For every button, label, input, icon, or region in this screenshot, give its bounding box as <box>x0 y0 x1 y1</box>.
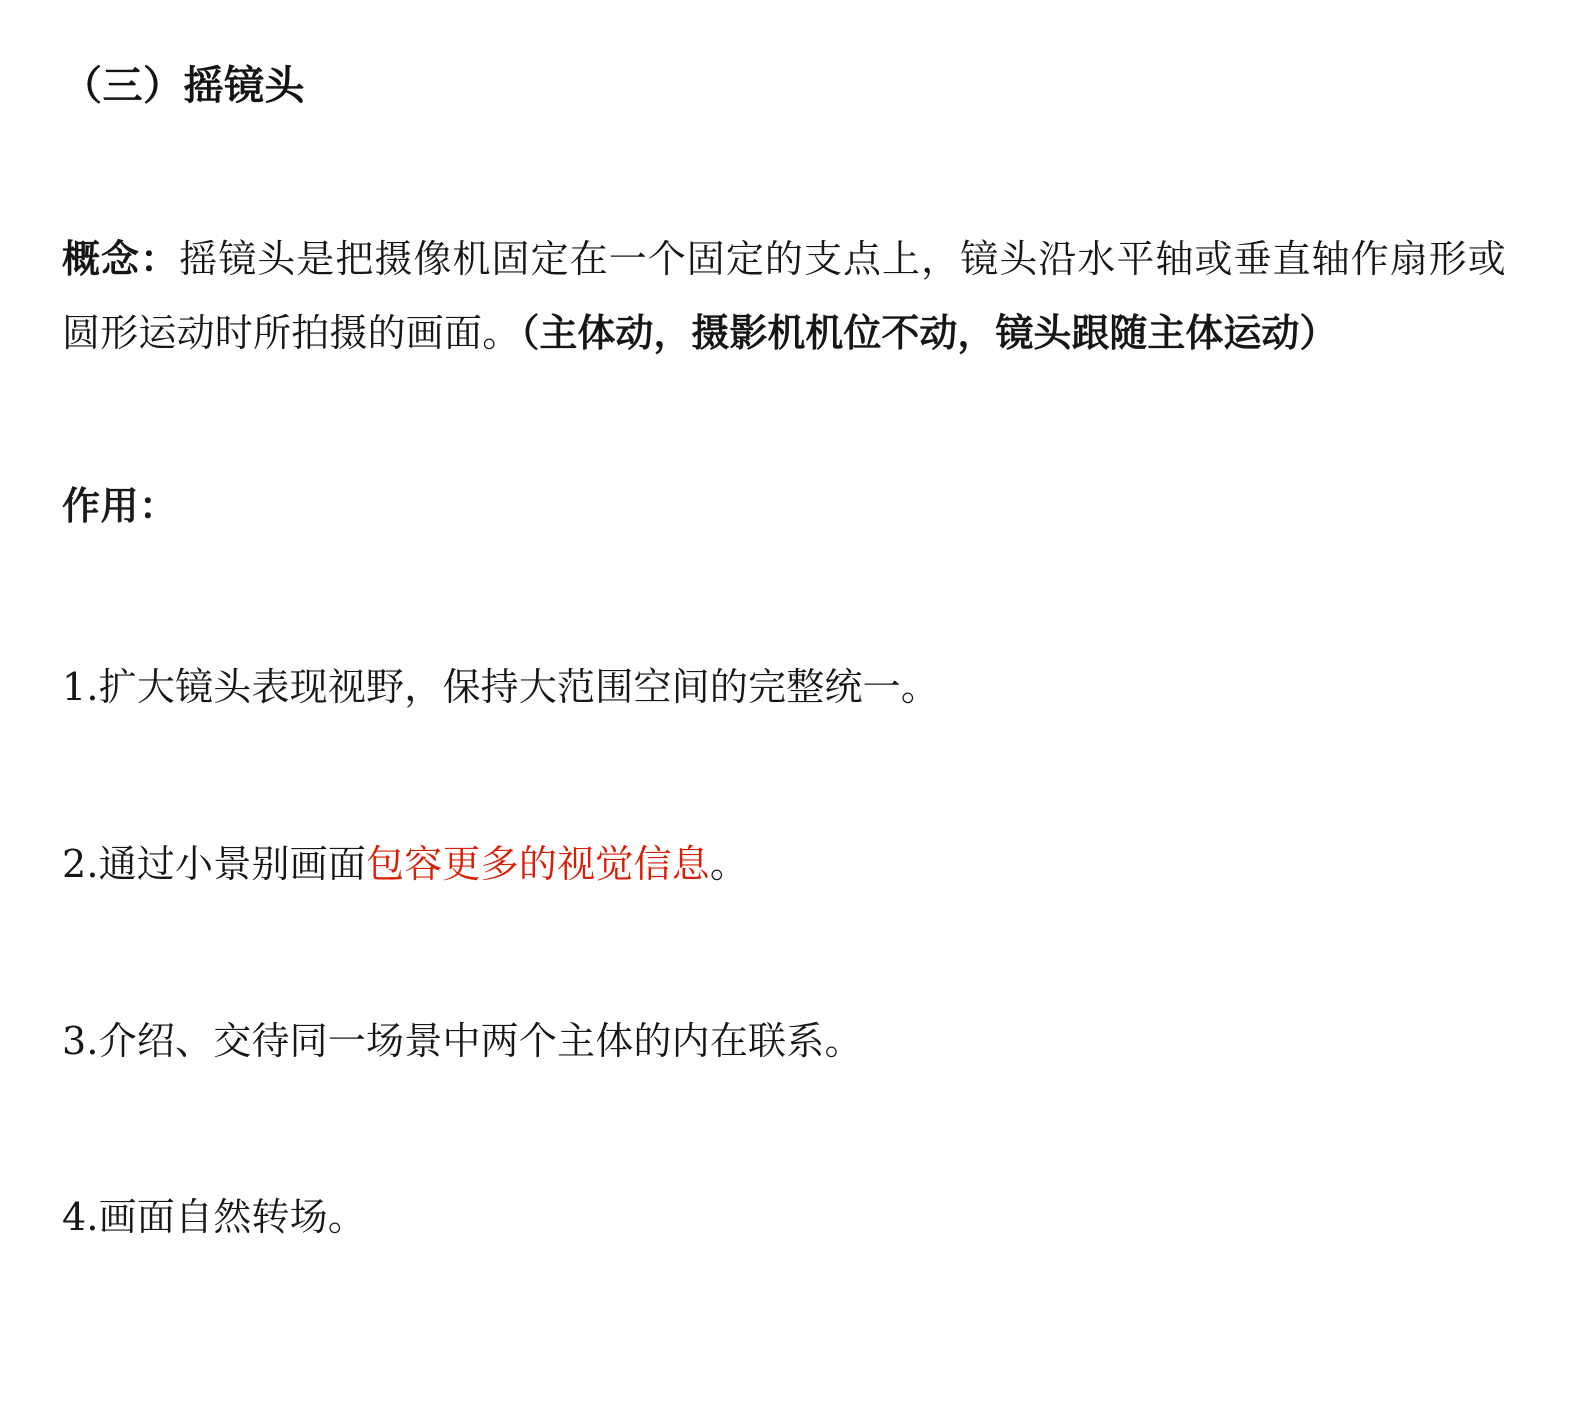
list-item-text: 2.通过小景别画面 <box>62 841 367 886</box>
list-item-highlight: 包容更多的视觉信息 <box>366 841 710 886</box>
list-item <box>62 657 1514 718</box>
concept-body: 摇镜头是把摄像机固定在一个固定的支点上，镜头沿水平轴或垂直轴作扇形或圆形运动时所拍摄的画面。 <box>62 237 1506 356</box>
list-item <box>62 1011 1514 1072</box>
usage-block <box>62 476 1514 1248</box>
list-item <box>62 834 1514 895</box>
usage-title: 作用： <box>62 483 178 529</box>
concept-body-emphasis: （主体动，摄影机机位不动，镜头跟随主体运动） <box>520 310 1338 356</box>
concept-label: 概念： <box>62 236 180 281</box>
list-item-text: 4.画面自然转场。 <box>62 1195 367 1240</box>
concept-block <box>62 222 1514 370</box>
list-item-text: 1.扩大镜头表现视野，保持大范围空间的完整统一。 <box>62 664 940 709</box>
concept-paragraph <box>62 222 1506 370</box>
page-title: （三）摇镜头 <box>62 62 305 109</box>
list-item-text: 3.介绍、交待同一场景中两个主体的内在联系。 <box>62 1018 863 1063</box>
usage-list <box>62 657 1514 1248</box>
list-item <box>62 1187 1514 1248</box>
list-item-text-tail: 。 <box>709 841 749 886</box>
